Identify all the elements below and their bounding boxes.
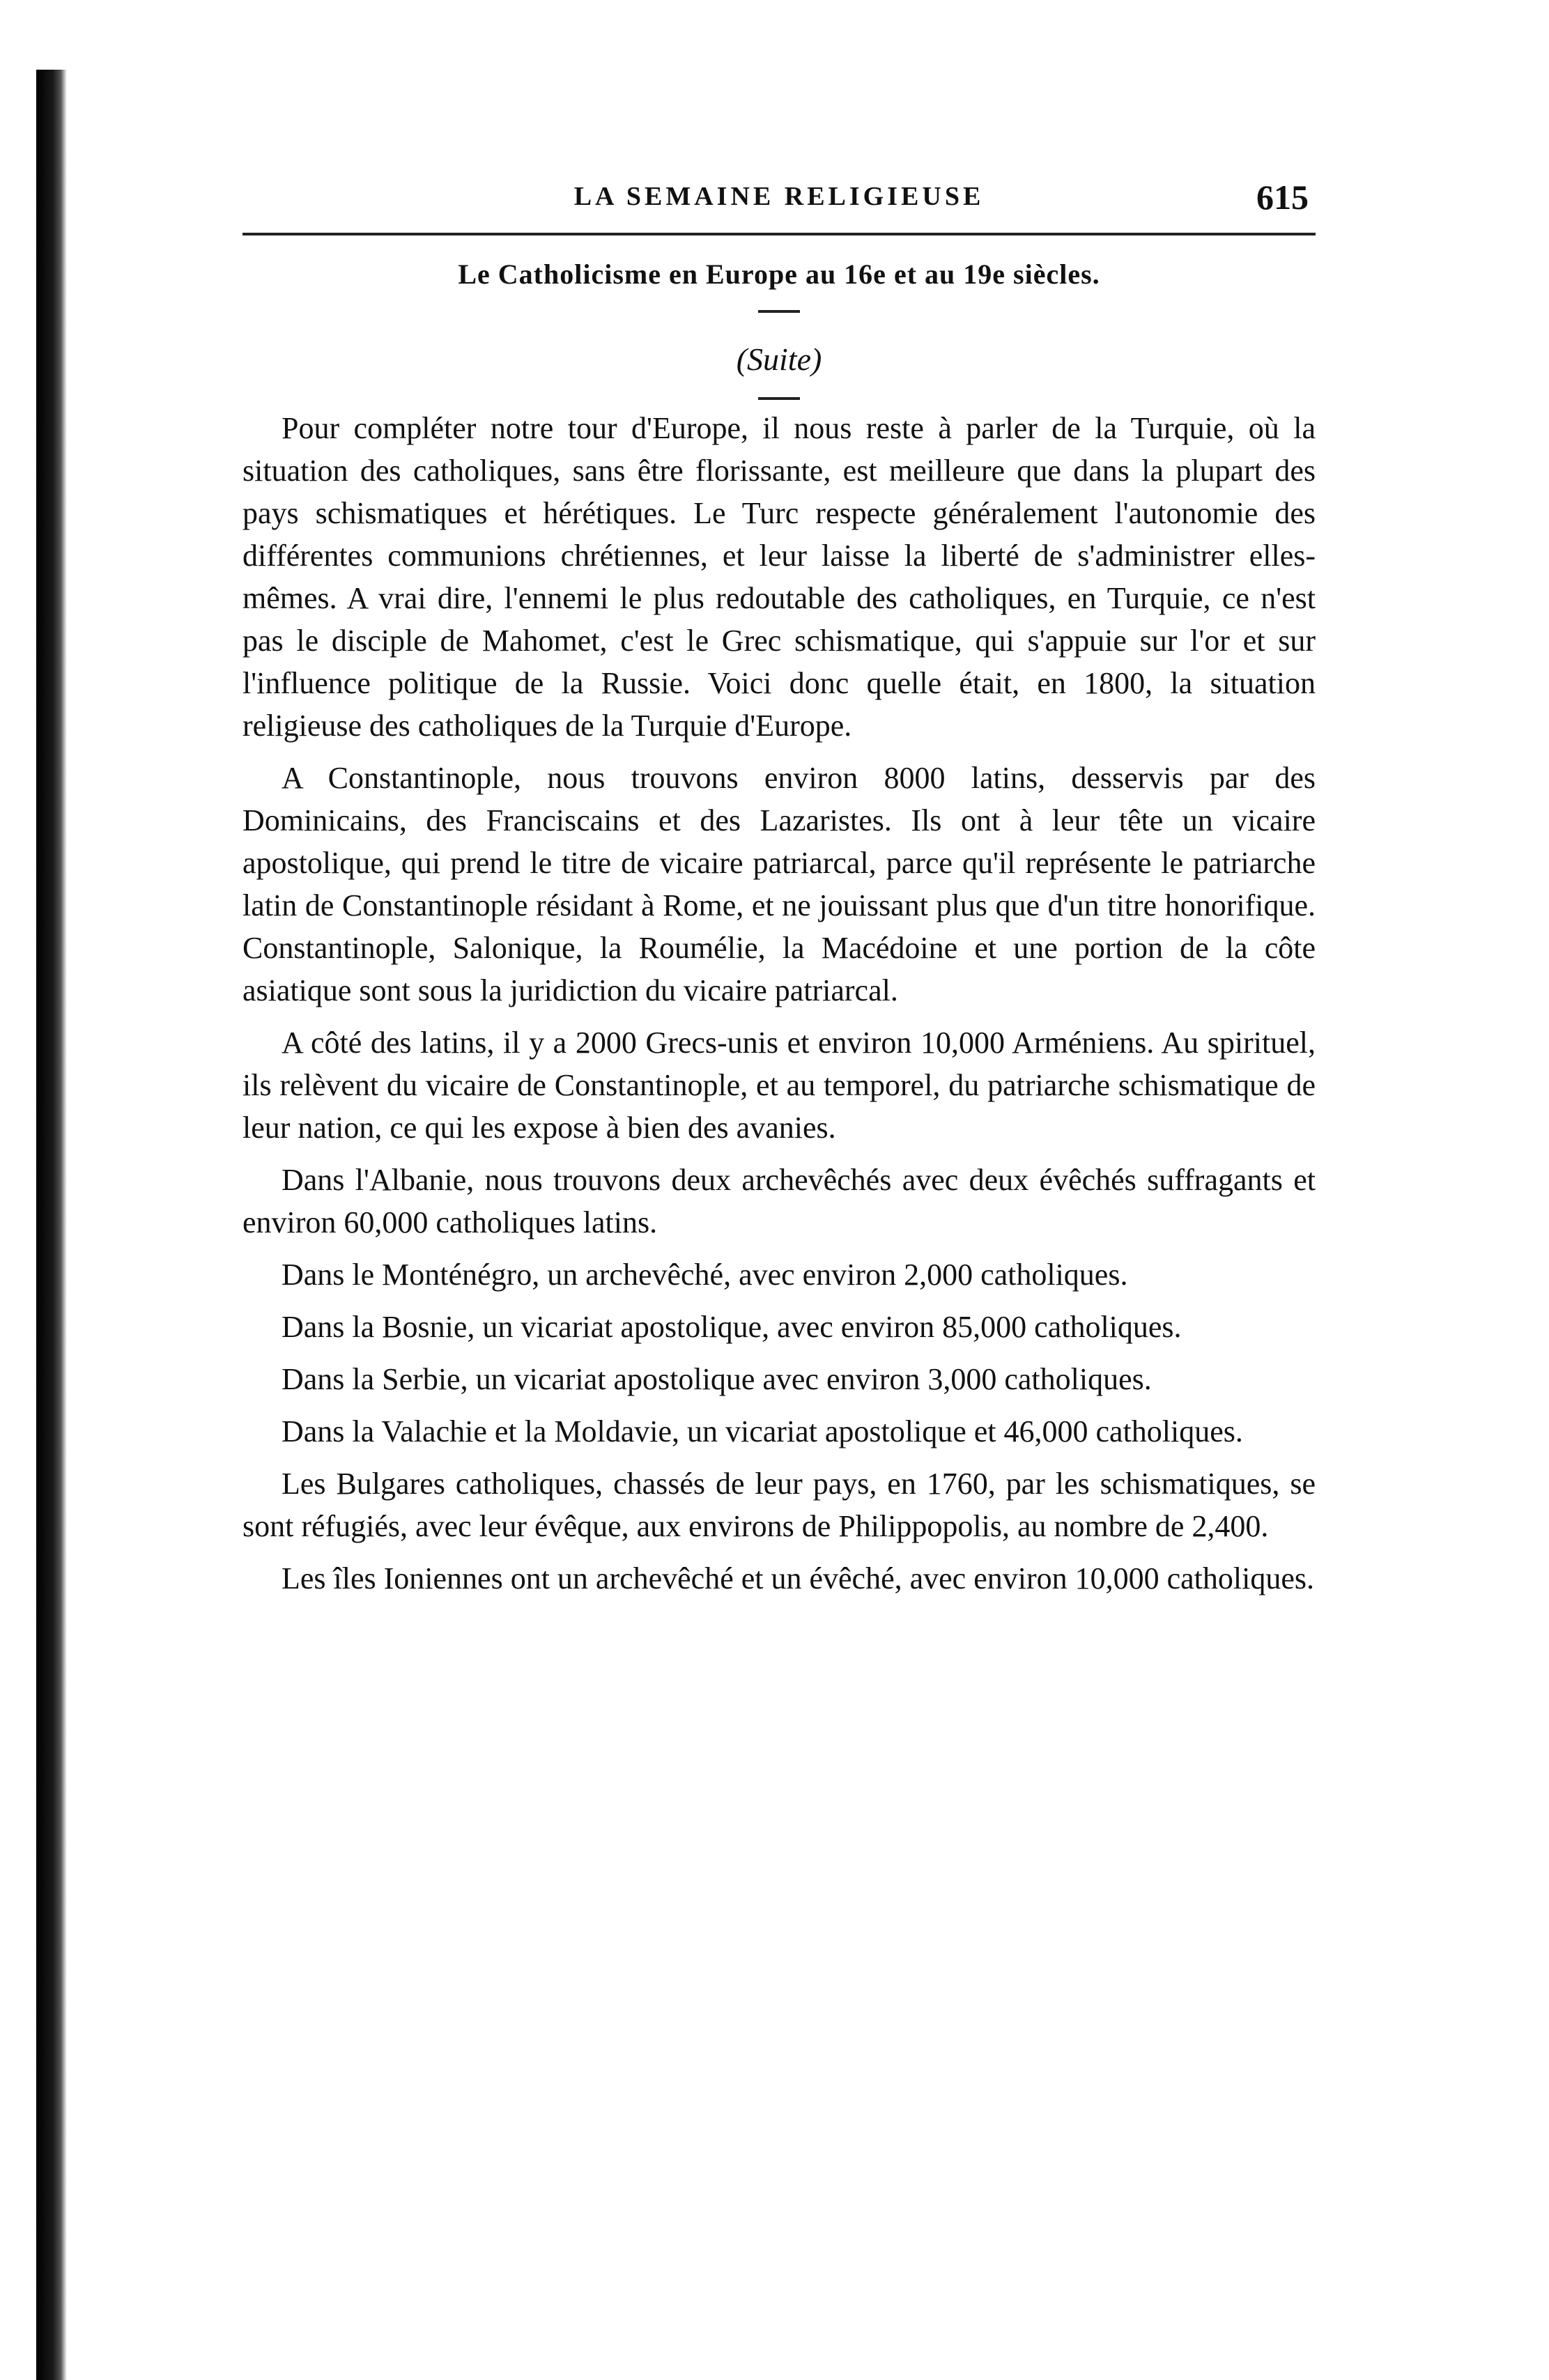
paragraph-ionian-islands: Les îles Ioniennes ont un archevêché et un évêché, avec environ 10,000 catholiques. <box>282 1561 1314 1595</box>
title-dash-bottom <box>758 397 800 400</box>
article-body <box>242 407 1316 1600</box>
page-column <box>242 167 1316 1609</box>
continued-label: (Suite) <box>736 341 822 377</box>
scan-binding-edge <box>36 70 67 2380</box>
title-dash-top <box>758 310 800 313</box>
paragraph-bulgarians: Les Bulgares catholiques, chassés de leur pays, en 1760, par les schismatiques, se sont réfugiés, avec leur évêque, aux environs de Philippopolis, au nombre de 2,400. <box>242 1467 1316 1543</box>
page-number: 615 <box>1256 178 1309 217</box>
running-title: LA SEMAINE RELIGIEUSE <box>573 182 985 211</box>
paragraph-constantinople: A Constantinople, nous trouvons environ 8000 latins, desservis par des Dominicains, des Franciscains et des Lazaristes. Ils ont à leur tête un vicaire apostolique, qui prend le titre de vicaire patriarcal, parce qu'il représente le patriarche latin de Constantinople résidant à Rome, et ne jouissant plus que d'un titre honorifique. Constantinople, Salonique, la Roumélie, la Macédoine et une portion de la côte asiatique sont sous la juridiction du vicaire patriarcal. <box>242 761 1316 1007</box>
paragraph-bosnia: Dans la Bosnie, un vicariat apostolique, avec environ 85,000 catholiques. <box>282 1310 1182 1344</box>
running-head <box>242 167 1316 223</box>
paragraph-serbia: Dans la Serbie, un vicariat apostolique avec environ 3,000 catholiques. <box>282 1362 1152 1396</box>
paragraph-greeks-armenians: A côté des latins, il y a 2000 Grecs-unis et environ 10,000 Arméniens. Au spirituel, ils relèvent du vicaire de Constantinople, et au temporel, du patriarche schismatique de leur nation, ce qui les expose à bien des avanies. <box>242 1026 1316 1145</box>
paragraph-albania: Dans l'Albanie, nous trouvons deux archevêchés avec deux évêchés suffragants et environ 60,000 catholiques latins. <box>242 1163 1316 1239</box>
paragraph-montenegro: Dans le Monténégro, un archevêché, avec environ 2,000 catholiques. <box>282 1258 1128 1292</box>
header-rule <box>242 233 1316 235</box>
paragraph-turkey-intro: Pour compléter notre tour d'Europe, il nous reste à parler de la Turquie, où la situation des catholiques, sans être florissante, est meilleure que dans la plupart des pays schismatiques et hérétiques. Le Turc respecte généralement l'autonomie des différentes communions chrétiennes, et leur laisse la liberté de s'administrer elles-mêmes. A vrai dire, l'ennemi le plus redoutable des catholiques, en Turquie, ce n'est pas le disciple de Mahomet, c'est le Grec schismatique, qui s'appuie sur l'or et sur l'influence politique de la Russie. Voici donc quelle était, en 1800, la situation religieuse des catholiques de la Turquie d'Europe. <box>242 411 1316 743</box>
article-title: Le Catholicisme en Europe au 16e et au 19e siècles. <box>458 258 1100 290</box>
paragraph-wallachia-moldavia: Dans la Valachie et la Moldavie, un vicariat apostolique et 46,000 catholiques. <box>282 1414 1243 1448</box>
